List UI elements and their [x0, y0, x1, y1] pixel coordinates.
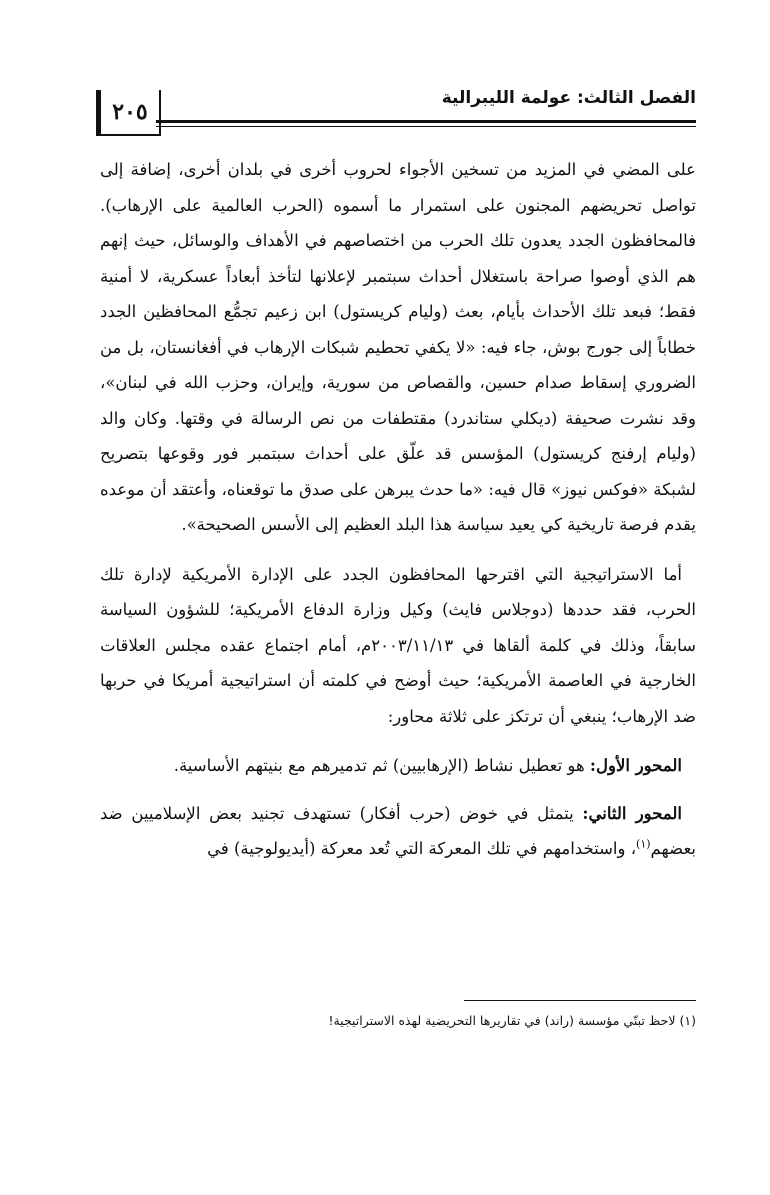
header-rule-thin [156, 126, 696, 127]
body-text [100, 152, 696, 867]
axis-one-heading: المحور الأول: [589, 756, 682, 775]
axis-two-heading: المحور الثاني: [582, 803, 682, 823]
footnote-reference[interactable]: (١) [636, 837, 651, 851]
page-number-box [96, 90, 161, 136]
chapter-title: الفصل الثالث: عولمة الليبرالية [441, 88, 696, 108]
running-header [96, 86, 696, 146]
paragraph: أما الاستراتيجية التي اقترحها المحافظون الجدد على الإدارة الأمريكية لإدارة تلك الحرب، فقد حددها (دوجلاس فايث) وكيل وزارة الدفاع الأمريكية؛ للشؤون السياسة سابقاً، وذلك في كلمة ألقاها في ٢٠٠٣/١١/١٣م، أمام اجتماع عقده مجلس العلاقات الخارجية في العاصمة الأمريكية؛ حيث أوضح في كلمته أن استراتيجية أمريكا في حربها ضد الإرهاب؛ ينبغي أن ترتكز على ثلاثة محاور: [100, 564, 696, 726]
paragraph-axis-two [100, 796, 696, 867]
header-rule-thick [156, 120, 696, 123]
page-number: ٢٠٥ [112, 99, 148, 125]
footnote-separator [464, 1000, 696, 1001]
paragraph: على المضي في المزيد من تسخين الأجواء لحروب أخرى في بلدان أخرى، إضافة إلى تواصل تحريضهم المجنون على استمرار ما أسموه (الحرب العالمية على الإرهاب). فالمحافظون الجدد يعدون تلك الحرب من اختصاصهم في الأهداف والوسائل، حيث إنهم هم الذي أوصوا صراحة باستغلال أحداث سبتمبر لإعلانها لتأخذ أبعاداً عسكرية، لا أمنية فقط؛ فبعد تلك الأحداث بأيام، بعث (وليام كريستول) ابن زعيم تجمُّع المحافظين الجدد خطاباً إلى جورج بوش، جاء فيه: «لا يكفي تحطيم شبكات الإرهاب في أفغانستان، بل من الضروري إسقاط صدام حسين، والقصاص من سورية، وإيران، وحزب الله في لبنان»، وقد نشرت صحيفة (ديكلي ستاندرد) مقتطفات من نص الرسالة في وقتها. وكان والد (وليام إرفنج كريستول) المؤسس قد علّق على أحداث سبتمبر فور وقوعها بتصريح لشبكة «فوكس نيوز» قال فيه: «ما حدث يبرهن على صدق ما توقعناه، وأعتقد أن موعده يقدم فرصة تاريخية كي يعيد سياسة هذا البلد العظيم إلى الأسس الصحيحة». [100, 160, 696, 534]
axis-one-text: هو تعطيل نشاط (الإرهابيين) ثم تدميرهم مع بنيتهم الأساسية. [173, 756, 590, 775]
axis-two-text: يتمثل في خوض (حرب أفكار) تستهدف تجنيد بعض الإسلاميين ضد بعضهم [100, 803, 696, 858]
axis-two-text-continued: ، واستخدامهم في تلك المعركة التي تُعد معركة (أيديولوجية) في [207, 839, 637, 858]
paragraph-axis-one [100, 748, 696, 784]
footnote: (١) لاحظ تبنّي مؤسسة (راند) في تقاريرها التحريضية لهذه الاستراتيجية! [328, 1013, 696, 1028]
